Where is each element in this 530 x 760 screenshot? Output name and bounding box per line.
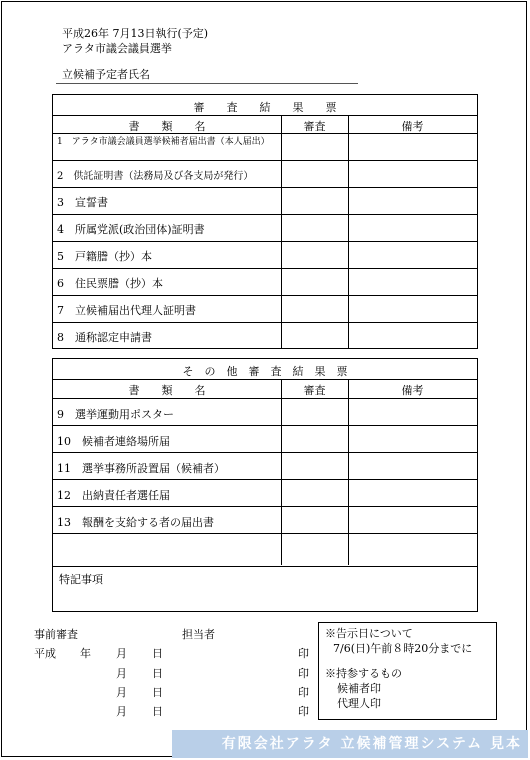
table-row: 7 立候補届出代理人証明書 [57, 304, 196, 317]
table-title: 審 査 結 果 票 [193, 101, 337, 114]
remarks-label: 特記事項 [59, 573, 103, 586]
month-label: 月 [116, 647, 127, 660]
col-check-header: 審査 [303, 120, 326, 133]
day-label: 日 [152, 667, 163, 680]
other-review-result-table [52, 358, 478, 612]
table-row: 9 選挙運動用ポスター [57, 408, 174, 421]
notes-line: 代理人印 [337, 697, 381, 710]
col-note-header: 備考 [401, 384, 424, 397]
person-in-charge-label: 担当者 [182, 628, 215, 641]
seal-label: 印 [298, 647, 309, 660]
table-row: 11 選挙事務所設置届（候補者） [57, 462, 225, 475]
col-doc-header: 書 類 名 [128, 384, 206, 397]
col-doc-header: 書 類 名 [128, 120, 206, 133]
day-label: 日 [152, 686, 163, 699]
sample-watermark: 有限会社アラタ 立候補管理システム 見本 [172, 730, 528, 758]
election-date: 平成26年 7月13日執行(予定) [62, 27, 209, 40]
table-title: そ の 他 審 査 結 果 票 [182, 365, 348, 378]
review-result-table [52, 94, 478, 349]
era-label: 平成 [34, 647, 56, 660]
col-check-header: 審査 [303, 384, 326, 397]
notes-box [318, 622, 497, 720]
notes-line: ※持参するもの [325, 667, 402, 680]
year-label: 年 [80, 647, 91, 660]
month-label: 月 [116, 667, 127, 680]
notes-line: ※告示日について [325, 627, 413, 640]
notes-line: 7/6(日)午前８時20分までに [333, 642, 473, 655]
table-row: 8 通称認定申請書 [57, 331, 152, 344]
table-row: 6 住民票謄（抄）本 [57, 277, 163, 290]
table-row: 10 候補者連絡場所届 [57, 435, 170, 448]
notes-line: 候補者印 [337, 682, 381, 695]
seal-label: 印 [298, 705, 309, 718]
candidate-name-label: 立候補予定者氏名 [62, 68, 150, 81]
table-row: 13 報酬を支給する者の届出書 [57, 516, 214, 529]
table-row: 12 出納責任者選任届 [57, 489, 170, 502]
seal-label: 印 [298, 686, 309, 699]
table-row: 1 アラタ市議会議員選挙候補者届出書（本人届出） [57, 137, 270, 147]
col-note-header: 備考 [401, 120, 424, 133]
day-label: 日 [152, 647, 163, 660]
table-row: 3 宣誓書 [57, 196, 108, 209]
month-label: 月 [116, 705, 127, 718]
table-row: 5 戸籍謄（抄）本 [57, 250, 152, 263]
day-label: 日 [152, 705, 163, 718]
pre-review-label: 事前審査 [34, 628, 78, 641]
candidate-name-field[interactable] [56, 83, 358, 84]
table-row: 2 供託証明書（法務局及び各支局が発行） [57, 171, 254, 182]
election-name: アラタ市議会議員選挙 [62, 42, 172, 55]
month-label: 月 [116, 686, 127, 699]
seal-label: 印 [298, 667, 309, 680]
table-row: 4 所属党派(政治団体)証明書 [57, 223, 205, 236]
